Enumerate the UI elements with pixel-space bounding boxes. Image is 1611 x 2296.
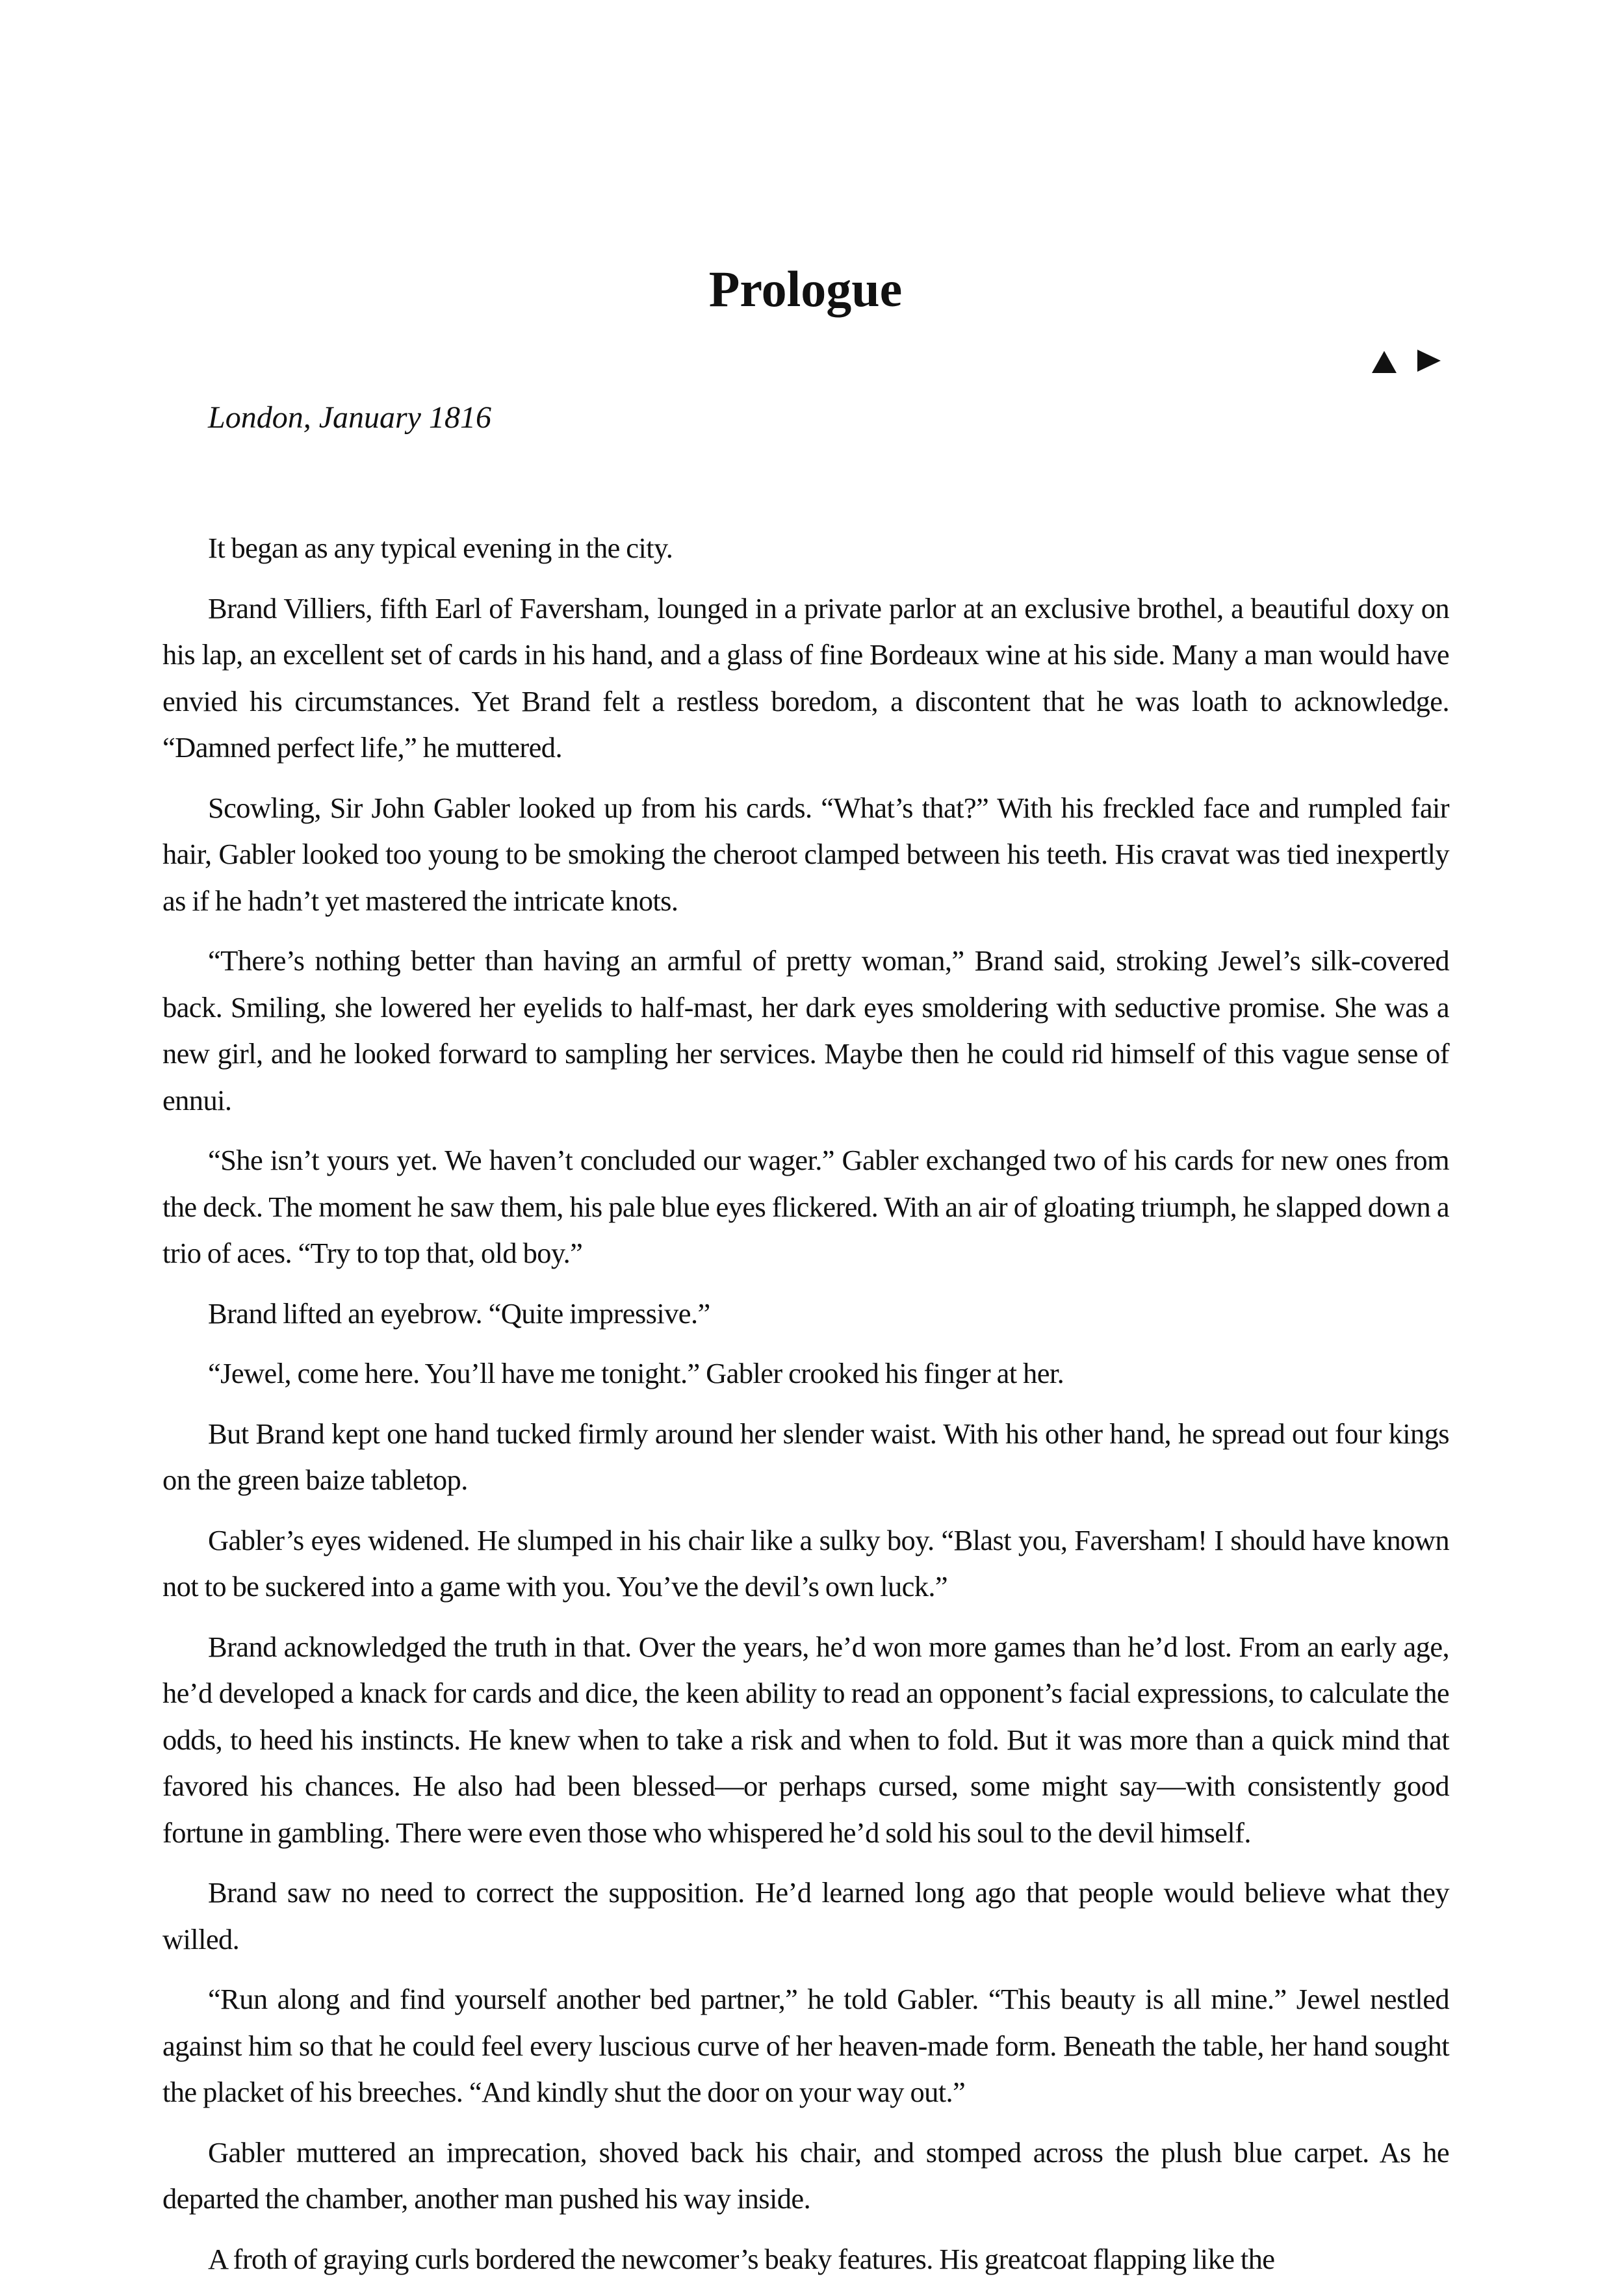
paragraph: “There’s nothing better than having an armful of pretty woman,” Brand said, stroking Jewel’s silk-covered back. Smiling, she lowered her eyelids to half-mast, her dark eyes smoldering with seductive promise. She was a new girl, and he looked forward to sampling her services. Maybe then he could rid himself of this vague sense of ennui. [162, 944, 1449, 1116]
chapter-navigation [1368, 344, 1446, 377]
chapter-body [162, 525, 1449, 2296]
paragraph: Scowling, Sir John Gabler looked up from his cards. “What’s that?” With his freckled face and rumpled fair hair, Gabler looked too young to be smoking the cheroot clamped between his teeth. His cravat was tied inexpertly as if he hadn’t yet mastered the intricate knots. [162, 791, 1449, 917]
next-arrow-glyph [1412, 344, 1445, 377]
up-arrow-icon[interactable] [1368, 344, 1400, 377]
paragraph: Brand saw no need to correct the supposition. He’d learned long ago that people would believe what they willed. [162, 1876, 1449, 1955]
paragraph: “She isn’t yours yet. We haven’t concluded our wager.” Gabler exchanged two of his cards for new ones from the deck. The moment he saw them, his pale blue eyes flickered. With an air of gloating triumph, he slapped down a trio of aces. “Try to top that, old boy.” [162, 1144, 1449, 1269]
chapter-title: Prologue [708, 261, 903, 317]
next-arrow-icon[interactable] [1412, 344, 1445, 377]
paragraph: Brand lifted an eyebrow. “Quite impressive.” [208, 1296, 710, 1330]
paragraph: Gabler’s eyes widened. He slumped in his chair like a sulky boy. “Blast you, Faversham! I should have known not to be suckered into a game with you. You’ve the devil’s own luck.” [162, 1523, 1449, 1603]
paragraph: It began as any typical evening in the city. [208, 532, 673, 564]
paragraph: A froth of graying curls bordered the newcomer’s beaky features. His greatcoat flapping like the [208, 2242, 1275, 2275]
paragraph: “Run along and find yourself another bed partner,” he told Gabler. “This beauty is all mine.” Jewel nestled against him so that he could feel every luscious curve of her heaven-made form. Beneath the table, her hand sought the placket of his breeches. “And kindly shut the door on your way out.” [162, 1983, 1449, 2108]
paragraph: Brand Villiers, fifth Earl of Faversham, lounged in a private parlor at an exclusive brothel, a beautiful doxy on his lap, an excellent set of cards in his hand, and a glass of fine Bordeaux wine at his side. Many a man would have envied his circumstances. Yet Brand felt a restless boredom, a discontent that he was loath to acknowledge. “Damned perfect life,” he muttered. [162, 591, 1449, 764]
paragraph: “Jewel, come here. You’ll have me tonight.” Gabler crooked his finger at her. [208, 1357, 1064, 1389]
paragraph: Gabler muttered an imprecation, shoved back his chair, and stomped across the plush blue carpet. As he departed the chamber, another man pushed his way inside. [162, 2135, 1449, 2215]
up-arrow-glyph [1368, 344, 1400, 377]
paragraph: Brand acknowledged the truth in that. Over the years, he’d won more games than he’d lost. From an early age, he’d developed a knack for cards and dice, the keen ability to read an opponent’s facial expressions, to calculate the odds, to heed his instincts. He knew when to take a risk and when to fold. But it was more than a quick mind that favored his chances. He also had been blessed—or perhaps cursed, some might say—with consistently good fortune in gambling. There were even those who whispered he’d sold his soul to the devil himself. [162, 1630, 1449, 1849]
dateline: London, January 1816 [208, 400, 491, 435]
paragraph: But Brand kept one hand tucked firmly around her slender waist. With his other hand, he spread out four kings on the green baize tabletop. [162, 1417, 1449, 1496]
